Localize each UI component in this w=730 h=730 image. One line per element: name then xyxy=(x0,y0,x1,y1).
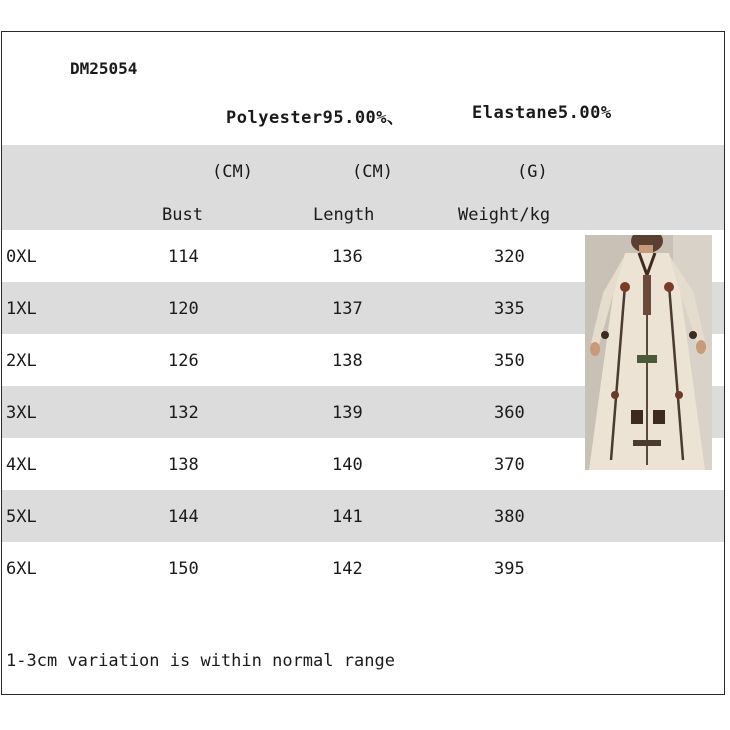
weight-value: 350 xyxy=(494,351,525,371)
size-label: 5XL xyxy=(6,507,37,527)
weight-value: 395 xyxy=(494,559,525,579)
bust-value: 120 xyxy=(168,299,199,319)
size-label: 3XL xyxy=(6,403,37,423)
size-label: 2XL xyxy=(6,351,37,371)
column-weight: Weight/kg xyxy=(458,205,551,225)
size-label: 4XL xyxy=(6,455,37,475)
variation-note: 1-3cm variation is within normal range xyxy=(6,651,395,671)
unit-bust: (CM) xyxy=(212,162,253,182)
column-length: Length xyxy=(313,205,375,225)
bust-value: 150 xyxy=(168,559,199,579)
bust-value: 132 xyxy=(168,403,199,423)
column-bust: Bust xyxy=(162,205,203,225)
bust-value: 126 xyxy=(168,351,199,371)
size-label: 1XL xyxy=(6,299,37,319)
product-photo xyxy=(585,235,712,470)
size-label: 6XL xyxy=(6,559,37,579)
material-elastane: Elastane5.00% xyxy=(472,103,612,123)
unit-weight: (G) xyxy=(517,162,548,182)
length-value: 137 xyxy=(332,299,363,319)
weight-value: 360 xyxy=(494,403,525,423)
unit-length: (CM) xyxy=(352,162,393,182)
length-value: 141 xyxy=(332,507,363,527)
size-label: 0XL xyxy=(6,247,37,267)
length-value: 139 xyxy=(332,403,363,423)
row-band-5xl xyxy=(2,490,724,542)
length-value: 136 xyxy=(332,247,363,267)
weight-value: 335 xyxy=(494,299,525,319)
length-value: 138 xyxy=(332,351,363,371)
product-code: DM25054 xyxy=(70,59,138,78)
material-polyester: Polyester95.00%、 xyxy=(226,108,405,128)
weight-value: 380 xyxy=(494,507,525,527)
weight-value: 370 xyxy=(494,455,525,475)
bust-value: 138 xyxy=(168,455,199,475)
bust-value: 144 xyxy=(168,507,199,527)
length-value: 140 xyxy=(332,455,363,475)
length-value: 142 xyxy=(332,559,363,579)
bust-value: 114 xyxy=(168,247,199,267)
weight-value: 320 xyxy=(494,247,525,267)
